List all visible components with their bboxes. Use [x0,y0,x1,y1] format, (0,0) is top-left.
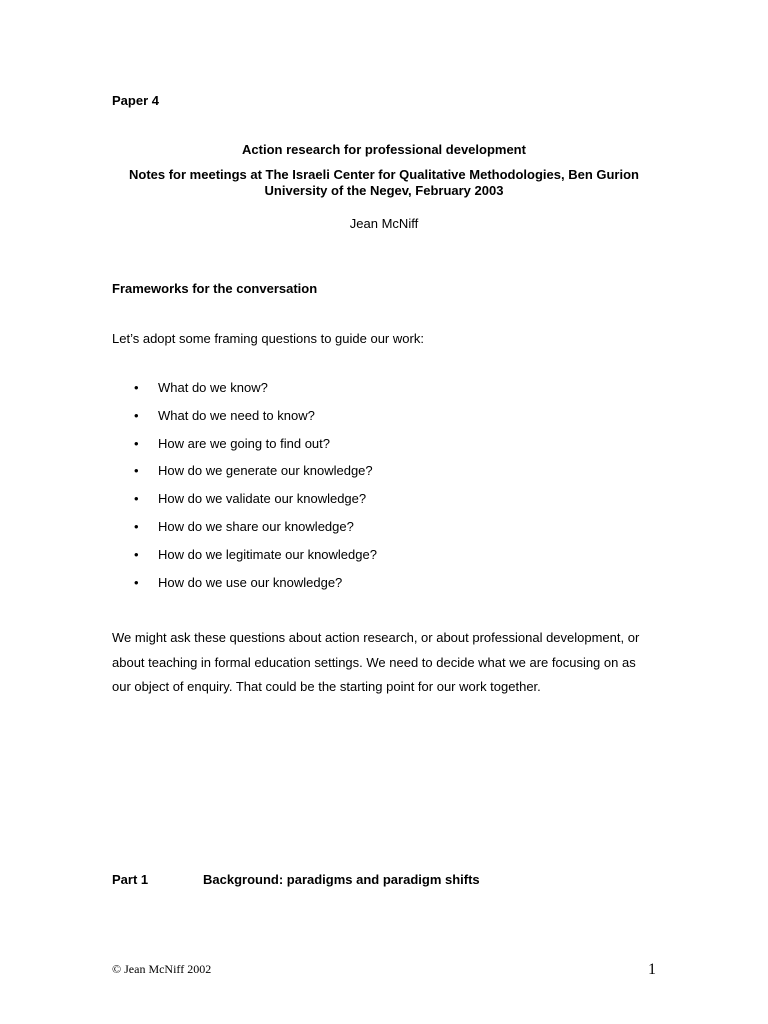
page-number: 1 [648,961,656,978]
question-text: What do we need to know? [158,407,315,423]
question-text: How do we use our knowledge? [158,574,343,590]
bullet-icon: • [134,546,139,562]
list-item [112,380,377,408]
list-item [112,519,377,547]
author-name: Jean McNiff [349,216,419,231]
list-item [112,408,377,436]
document-title: Action research for professional development [242,142,526,157]
question-text: How do we generate our knowledge? [158,463,373,479]
question-text: How do we validate our knowledge? [158,491,367,507]
question-text: What do we know? [158,380,268,395]
question-text: How do we share our knowledge? [158,518,354,534]
question-text: How are we going to find out? [158,435,330,451]
bullet-icon: • [134,380,139,395]
bullet-icon: • [134,463,139,479]
list-item [112,491,377,519]
intro-text: Let’s adopt some framing questions to guide our work: [112,331,424,346]
section-heading: Frameworks for the conversation [112,281,318,296]
paper-label: Paper 4 [112,93,159,108]
list-item [112,575,377,603]
list-item [112,547,377,575]
list-item [112,436,377,464]
bullet-icon: • [134,574,139,590]
body-paragraph: We might ask these questions about action research, or about professional development, or about teaching in formal education settings. We need to decide what we are focusing on as our object of enquiry. That could be the starting point for our work together. [112,630,640,694]
part-label: Part 1 [112,872,149,887]
question-text: How do we legitimate our knowledge? [158,546,377,562]
bullet-icon: • [134,435,139,451]
bullet-icon: • [134,518,139,534]
part-title: Background: paradigms and paradigm shifts [203,872,480,887]
footer-copyright: © Jean McNiff 2002 [112,962,212,976]
bullet-icon: • [134,491,139,507]
question-list [112,380,377,602]
document-subtitle: Notes for meetings at The Israeli Center for Qualitative Methodologies, Ben Gurion University of the Negev, February 2003 [129,167,639,198]
list-item [112,463,377,491]
bullet-icon: • [134,407,139,423]
